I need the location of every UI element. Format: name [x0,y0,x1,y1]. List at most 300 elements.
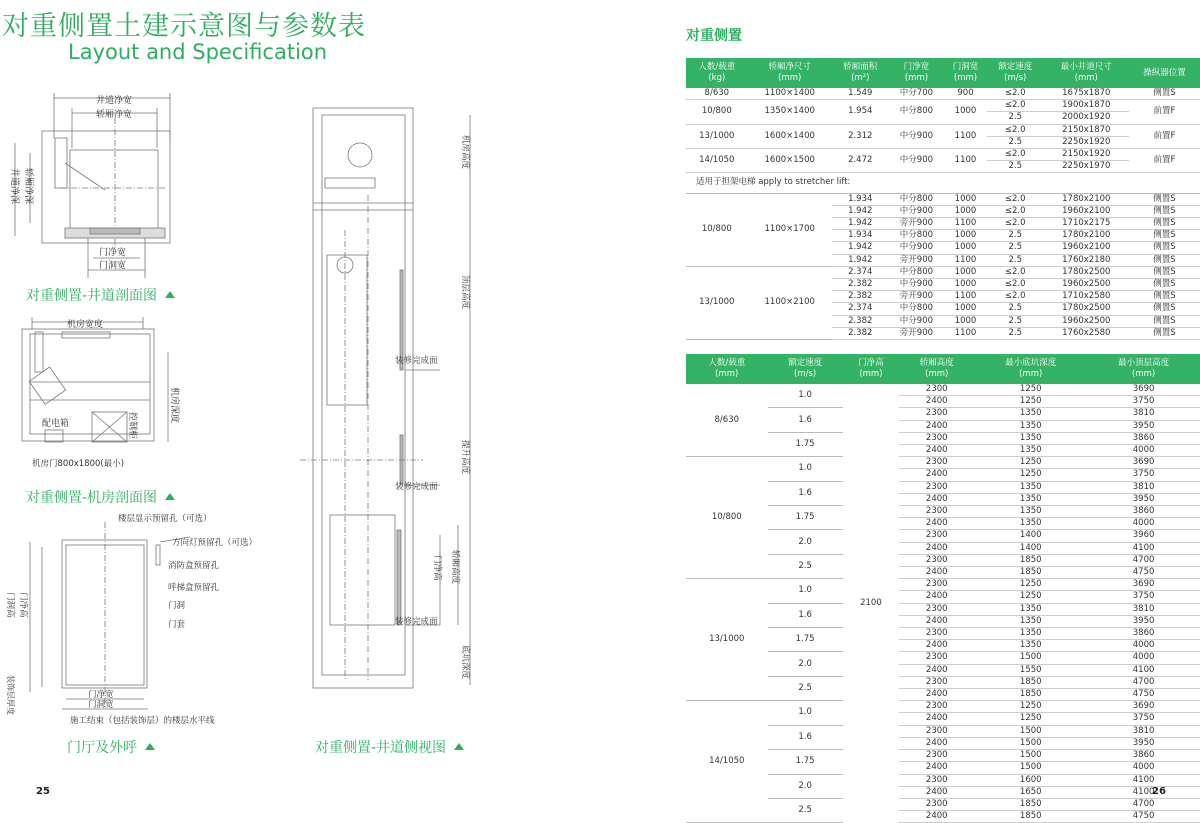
finish-surface-label: 装修完成面 [395,617,438,627]
overhead-height-cell: 3860 [1087,750,1200,762]
door-width-cell: 中分800 [889,266,945,278]
pit-depth-cell: 1250 [974,701,1087,713]
car-area-cell: 2.382 [832,327,889,339]
door-opening-width-label: 门洞宽 [88,700,114,710]
car-size-cell: 1100×2100 [748,266,832,339]
pit-depth-cell: 1350 [974,518,1087,530]
column-header: 操纵器位置 [1129,58,1200,88]
door-opening-cell: 1000 [944,242,987,254]
column-header: 最小井道尺寸 (mm) [1044,58,1129,88]
shaft-size-cell: 1710x2580 [1044,291,1129,303]
column-header: 轿厢净尺寸 (mm) [748,58,832,88]
door-clear-height-label: 门净高 [18,592,28,618]
speed-cell: 1.6 [768,725,843,749]
door-opening-cell: 1100 [944,218,987,230]
speed-cell: 2.5 [987,242,1044,254]
overhead-height-cell: 3750 [1087,713,1200,725]
overhead-height-cell: 3750 [1087,591,1200,603]
pit-depth-cell: 1500 [974,750,1087,762]
car-size-cell: 1100×1400 [748,88,832,100]
speed-cell: 1.75 [768,506,843,530]
overhead-height-label: 顶层高度 [460,275,470,310]
car-height-cell: 2300 [899,408,974,420]
speed-cell: 2.5 [768,798,843,822]
speed-cell: 2.5 [987,327,1044,339]
table-row [686,100,1200,112]
panel-position-cell: 侧置S [1129,291,1200,303]
car-height-cell: 2400 [899,445,974,457]
door-opening-cell: 1000 [944,315,987,327]
speed-cell: 1.75 [768,750,843,774]
call-box-hole-label: 呼梯盒预留孔 [168,583,220,593]
speed-cell: 2.5 [987,136,1044,148]
car-area-cell: 1.934 [832,193,889,205]
door-width-cell: 中分900 [889,149,945,173]
load-cell: 10/800 [686,100,748,124]
pit-depth-cell: 1250 [974,469,1087,481]
car-height-cell: 2400 [899,493,974,505]
column-header: 人数/载重 (mm) [686,354,768,384]
pit-depth-cell: 1350 [974,615,1087,627]
door-opening-cell: 1000 [944,100,987,124]
car-height-cell: 2400 [899,469,974,481]
shaft-depth-label: 井道净深 [9,168,19,205]
car-height-label: 轿厢高度 [450,550,460,585]
panel-position-cell: 侧置S [1129,303,1200,315]
table-row [686,193,1200,205]
table-row [686,88,1200,100]
finish-surface-label: 装修完成面 [395,356,438,366]
car-height-cell: 2300 [899,432,974,444]
column-header: 额定速度 (m/s) [768,354,843,384]
car-height-cell: 2400 [899,615,974,627]
panel-position-cell: 侧置S [1129,230,1200,242]
overhead-height-cell: 3750 [1087,469,1200,481]
overhead-height-cell: 4100 [1087,786,1200,798]
car-height-cell: 2300 [899,774,974,786]
overhead-height-cell: 3810 [1087,408,1200,420]
shaft-size-cell: 2250x1920 [1044,136,1129,148]
car-area-cell: 2.382 [832,315,889,327]
car-height-cell: 2400 [899,567,974,579]
door-opening-cell: 1000 [944,266,987,278]
shaft-section-diagram [0,88,230,288]
panel-position-cell: 侧置S [1129,266,1200,278]
shaft-size-cell: 1710x2175 [1044,218,1129,230]
panel-position-cell: 前置F [1129,100,1200,124]
door-width-cell: 中分900 [889,124,945,148]
load-cell: 10/800 [686,193,748,266]
overhead-height-cell: 3810 [1087,481,1200,493]
car-height-cell: 2400 [899,689,974,701]
triangle-icon [165,291,175,298]
overhead-height-cell: 4750 [1087,811,1200,823]
pit-depth-cell: 1350 [974,506,1087,518]
door-opening-cell: 900 [944,88,987,100]
pit-depth-cell: 1500 [974,737,1087,749]
car-height-cell: 2300 [899,481,974,493]
car-area-cell: 2.472 [832,149,889,173]
speed-cell: 2.5 [987,112,1044,124]
car-area-cell: 2.374 [832,303,889,315]
car-height-cell: 2400 [899,420,974,432]
finish-surface-label: 装修完成面 [395,482,438,492]
overhead-height-cell: 3860 [1087,506,1200,518]
door-opening-cell: 1000 [944,193,987,205]
overhead-height-cell: 4750 [1087,689,1200,701]
speed-cell: 2.5 [987,230,1044,242]
shaft-size-cell: 1780x2100 [1044,230,1129,242]
pit-depth-cell: 1850 [974,567,1087,579]
panel-position-cell: 侧置S [1129,315,1200,327]
speed-cell: ≤2.0 [987,279,1044,291]
door-width-cell: 中分900 [889,242,945,254]
pit-depth-cell: 1350 [974,481,1087,493]
column-header: 轿厢面积 (m²) [832,58,889,88]
car-height-cell: 2400 [899,664,974,676]
floor-indicator-hole-label: 楼层显示预留孔（可选） [118,514,212,524]
pit-depth-cell: 1350 [974,493,1087,505]
speed-cell: ≤2.0 [987,218,1044,230]
pit-depth-cell: 1850 [974,798,1087,810]
spec-table-heights [686,354,1200,823]
door-width-cell: 中分800 [889,230,945,242]
shaft-outline [42,131,170,243]
speed-cell: 2.5 [768,554,843,578]
pit-depth-cell: 1400 [974,530,1087,542]
car-height-cell: 2300 [899,798,974,810]
shaft-side-view-diagram [290,100,490,700]
car-width-label: 轿厢净宽 [96,110,133,120]
shaft-side-view-caption: 对重侧置-井道侧视图 [315,737,464,757]
car-height-cell: 2400 [899,762,974,774]
door-width-cell: 中分800 [889,193,945,205]
table-row [686,579,1200,591]
door-opening-cell: 1000 [944,205,987,217]
car-area-cell: 1.954 [832,100,889,124]
shaft-size-cell: 2250x1970 [1044,161,1129,173]
load-cell: 10/800 [686,457,768,579]
panel-position-cell: 前置F [1129,124,1200,148]
pit-depth-cell: 1850 [974,676,1087,688]
car-height-cell: 2400 [899,786,974,798]
door-width-cell: 中分800 [889,303,945,315]
stretcher-note-row [686,173,1200,193]
load-cell: 14/1050 [686,701,768,823]
speed-cell: 2.5 [987,303,1044,315]
shaft-size-cell: 1675x1870 [1044,88,1129,100]
page-title-en: Layout and Specification [68,40,328,64]
load-cell: 8/630 [686,88,748,100]
load-cell: 13/1000 [686,266,748,339]
car-height-cell: 2300 [899,384,974,396]
pit-depth-cell: 1600 [974,774,1087,786]
door-width-cell: 中分800 [889,100,945,124]
door-clear-height-label: 门净高 [432,555,442,581]
overhead-height-cell: 4100 [1087,664,1200,676]
stretcher-note: 适用于担架电梯 apply to stretcher lift: [686,173,1200,193]
door-opening-height-label: 门洞高 [5,592,15,618]
speed-cell: 1.6 [768,408,843,432]
pit-depth-cell: 1250 [974,579,1087,591]
car-area-cell: 1.942 [832,218,889,230]
car-height-cell: 2400 [899,518,974,530]
overhead-height-cell: 4000 [1087,640,1200,652]
room-depth-label: 机房深度 [169,387,179,424]
shaft-size-cell: 2150x1870 [1044,124,1129,136]
machine-room-diagram [0,312,230,472]
overhead-height-cell: 4000 [1087,762,1200,774]
speed-cell: 1.0 [768,701,843,725]
door-opening-cell: 1100 [944,124,987,148]
car-height-cell: 2300 [899,725,974,737]
shaft-size-cell: 1780x2100 [1044,193,1129,205]
overhead-height-cell: 3810 [1087,725,1200,737]
door-opening-cell: 1000 [944,279,987,291]
panel-position-cell: 侧置S [1129,205,1200,217]
door-opening-label: 门洞 [168,601,186,611]
car-height-cell: 2300 [899,603,974,615]
door-opening-width-label: 门洞宽 [99,261,127,271]
overhead-height-cell: 3690 [1087,457,1200,469]
overhead-height-cell: 3860 [1087,432,1200,444]
spec-table-dimensions [686,58,1200,340]
car-area-cell: 1.934 [832,230,889,242]
table-row [686,701,1200,713]
speed-cell: ≤2.0 [987,100,1044,112]
column-header: 门洞宽 (mm) [944,58,987,88]
panel-position-cell: 侧置S [1129,242,1200,254]
panel-position-cell: 侧置S [1129,218,1200,230]
shaft-section-caption: 对重侧置-井道剖面图 [26,285,175,305]
door-opening-cell: 1100 [944,291,987,303]
car-height-cell: 2300 [899,701,974,713]
car-height-cell: 2300 [899,750,974,762]
panel-position-cell: 侧置S [1129,193,1200,205]
speed-cell: 2.5 [987,315,1044,327]
shaft-size-cell: 2000x1920 [1044,112,1129,124]
speed-cell: ≤2.0 [987,266,1044,278]
car-height-cell: 2400 [899,713,974,725]
speed-cell: 1.75 [768,628,843,652]
hall-caption: 门厅及外呼 [67,737,155,757]
speed-cell: ≤2.0 [987,193,1044,205]
door-opening-cell: 1100 [944,254,987,266]
speed-cell: 2.0 [768,652,843,676]
door-width-cell: 中分900 [889,205,945,217]
overhead-height-cell: 4000 [1087,652,1200,664]
page-number-left: 25 [36,786,50,797]
shaft-size-cell: 1960x2100 [1044,205,1129,217]
overhead-height-cell: 3690 [1087,701,1200,713]
pit-depth-cell: 1400 [974,542,1087,554]
pit-depth-cell: 1350 [974,640,1087,652]
panel-position-cell: 侧置S [1129,279,1200,291]
overhead-height-cell: 3950 [1087,493,1200,505]
overhead-height-cell: 3810 [1087,603,1200,615]
shaft-size-cell: 2150x1920 [1044,149,1129,161]
page-title-cn: 对重侧置土建示意图与参数表 [2,11,366,42]
shaft-size-cell: 1780x2500 [1044,303,1129,315]
car-size-cell: 1600×1400 [748,124,832,148]
car-area-cell: 2.382 [832,279,889,291]
column-header: 门净高 (mm) [843,354,899,384]
pit-depth-cell: 1500 [974,762,1087,774]
load-cell: 13/1000 [686,579,768,701]
control-cabinet-label: 控制柜 [127,412,137,440]
column-header: 人数/载重 (kg) [686,58,748,88]
overhead-height-cell: 4750 [1087,567,1200,579]
direction-light-hole-label: 方向灯预留孔（可选） [172,538,258,548]
car-area-cell: 1.942 [832,242,889,254]
shaft-size-cell: 1960x2100 [1044,242,1129,254]
table-row [686,384,1200,396]
pit-depth-cell: 1250 [974,457,1087,469]
door-clear-width-label: 门净宽 [99,248,127,258]
pit-depth-cell: 1250 [974,591,1087,603]
car-height-cell: 2300 [899,506,974,518]
panel-position-cell: 前置F [1129,149,1200,173]
shaft-size-cell: 1760x2580 [1044,327,1129,339]
pit-depth-cell: 1350 [974,445,1087,457]
column-header: 最小底坑深度 (mm) [974,354,1087,384]
column-header: 最小顶层高度 (mm) [1087,354,1200,384]
door-width-cell: 旁开900 [889,327,945,339]
speed-cell: 2.5 [987,161,1044,173]
column-header: 轿厢高度 (mm) [899,354,974,384]
speed-cell: 1.6 [768,481,843,505]
speed-cell: 2.0 [768,774,843,798]
pit-depth-cell: 1500 [974,652,1087,664]
overhead-height-cell: 3750 [1087,396,1200,408]
shaft-size-cell: 1900x1870 [1044,100,1129,112]
door-width-cell: 旁开900 [889,291,945,303]
pit-depth-cell: 1850 [974,554,1087,566]
car-height-cell: 2300 [899,652,974,664]
pit-depth-cell: 1850 [974,689,1087,701]
speed-cell: ≤2.0 [987,88,1044,100]
pit-depth-cell: 1550 [974,664,1087,676]
section-title: 对重侧置 [686,28,742,44]
overhead-height-cell: 4700 [1087,554,1200,566]
room-width-label: 机房宽度 [67,320,104,330]
room-door-label: 机房门800x1800(最小) [32,459,125,469]
pit-depth-cell: 1350 [974,628,1087,640]
speed-cell: 1.6 [768,603,843,627]
door-opening-cell: 1100 [944,327,987,339]
speed-cell: 1.0 [768,384,843,408]
speed-cell: 2.0 [768,530,843,554]
car-height-cell: 2400 [899,737,974,749]
floor-level-label: 施工结束（包括装饰层）的楼层水平线 [70,716,215,726]
door-width-cell: 旁开900 [889,218,945,230]
car-height-cell: 2300 [899,554,974,566]
triangle-icon [454,743,464,750]
panel-position-cell: 侧置S [1129,88,1200,100]
shaft-width-label: 井道净宽 [96,96,133,106]
machine-room-caption: 对重侧置-机房剖面图 [26,487,175,507]
door-opening-cell: 1000 [944,230,987,242]
door-frame-label: 门套 [168,620,186,630]
car-depth-label: 轿厢净深 [23,168,33,205]
triangle-icon [165,493,175,500]
door-width-cell: 中分900 [889,279,945,291]
speed-cell: ≤2.0 [987,124,1044,136]
speed-cell: ≤2.0 [987,291,1044,303]
speed-cell: 2.5 [987,254,1044,266]
speed-cell: 1.0 [768,579,843,603]
pit-depth-cell: 1500 [974,725,1087,737]
overhead-height-cell: 4000 [1087,445,1200,457]
speed-cell: 1.0 [768,457,843,481]
table-row [686,149,1200,161]
car-area-cell: 2.382 [832,291,889,303]
pit-depth-cell: 1850 [974,811,1087,823]
car-area-cell: 2.374 [832,266,889,278]
load-cell: 8/630 [686,384,768,457]
table-row [686,266,1200,278]
pit-depth-cell: 1650 [974,786,1087,798]
overhead-height-cell: 4000 [1087,518,1200,530]
car-height-cell: 2400 [899,811,974,823]
overhead-height-cell: 3950 [1087,737,1200,749]
distribution-box-label: 配电箱 [42,419,70,429]
speed-cell: ≤2.0 [987,205,1044,217]
door-width-cell: 中分700 [889,88,945,100]
overhead-height-cell: 4700 [1087,676,1200,688]
car-height-cell: 2400 [899,396,974,408]
pit-depth-cell: 1250 [974,384,1087,396]
shaft-size-cell: 1780x2500 [1044,266,1129,278]
pit-depth-label: 底坑深度 [460,645,470,680]
door-height-cell: 2100 [860,597,882,608]
overhead-height-cell: 4100 [1087,774,1200,786]
panel-position-cell: 侧置S [1129,327,1200,339]
door-opening-cell: 1000 [944,303,987,315]
page-number-right: 26 [1152,786,1166,797]
pit-depth-cell: 1350 [974,420,1087,432]
car-height-cell: 2400 [899,640,974,652]
hall-diagram [0,507,290,732]
car-size-cell: 1600×1500 [748,149,832,173]
pit-depth-cell: 1350 [974,408,1087,420]
column-header: 额定速度 (m/s) [987,58,1044,88]
overhead-height-cell: 4700 [1087,798,1200,810]
car-outline [70,150,158,230]
triangle-icon [145,743,155,750]
overhead-height-cell: 3950 [1087,420,1200,432]
door-clear-width-label: 门净宽 [88,690,114,700]
car-height-cell: 2300 [899,628,974,640]
speed-cell: ≤2.0 [987,149,1044,161]
car-height-cell: 2400 [899,591,974,603]
load-cell: 13/1000 [686,124,748,148]
overhead-height-cell: 3860 [1087,628,1200,640]
car-area-cell: 2.312 [832,124,889,148]
shaft-size-cell: 1960x2500 [1044,279,1129,291]
table-row [686,124,1200,136]
machine-room-height-label: 机房高度 [460,135,470,170]
car-area-cell: 1.549 [832,88,889,100]
car-height-cell: 2300 [899,676,974,688]
overhead-height-cell: 3950 [1087,615,1200,627]
table-row [686,457,1200,469]
shaft-size-cell: 1960x2500 [1044,315,1129,327]
finish-thickness-label: 装饰层厚度 [6,675,15,715]
panel-position-cell: 侧置S [1129,254,1200,266]
overhead-height-cell: 3690 [1087,384,1200,396]
column-header: 门净宽 (mm) [889,58,945,88]
